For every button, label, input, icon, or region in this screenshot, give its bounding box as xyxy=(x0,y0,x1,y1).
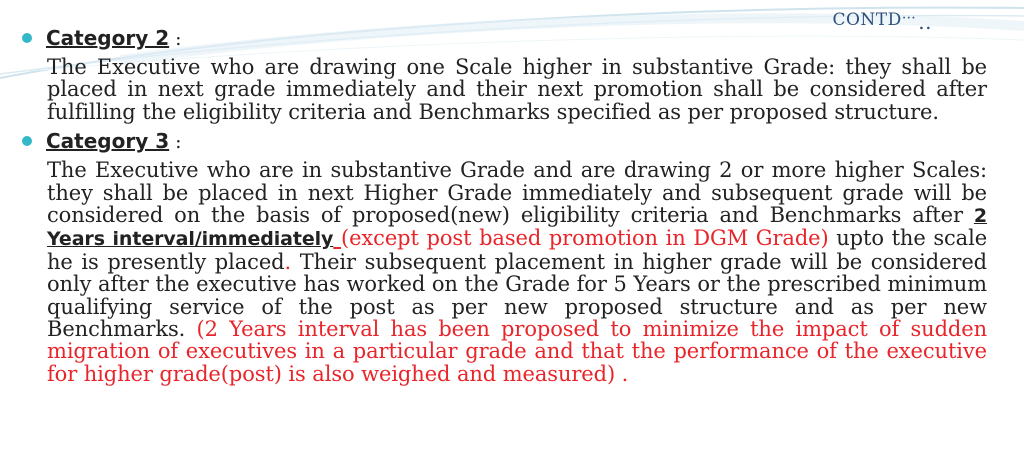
category-2-heading-row xyxy=(22,26,987,51)
bullet-icon xyxy=(22,33,32,43)
category-3-heading-row xyxy=(22,129,987,154)
category-2-text: The Executive who are drawing one Scale higher in substantive Grade: they shall be placed in next grade immediately and their next promotion shall be considered after fulfilling the eligibility criteria and Benchmarks specified as per proposed structure. xyxy=(47,55,987,124)
category-2-heading: Category 2 xyxy=(46,26,170,50)
category-3-text-part-1: The Executive who are in substantive Grade and are drawing 2 or more higher Scales: they shall be placed in next Higher Grade immediately and subsequent grade will be considered on the basis of proposed(new) eligibility criteria and Benchmarks after xyxy=(47,158,987,228)
interval-rationale-note: (2 Years interval has been proposed to minimize the impact of sudden migration of executives in a particular grade and that the performance of the executive for higher grade(post) is also weighed and measured) . xyxy=(47,317,988,386)
category-3-colon: : xyxy=(175,131,182,154)
dgm-exception-note: (except post based promotion in DGM Grade) xyxy=(341,226,829,251)
interval-emphasis: 2 Years interval/immediately xyxy=(47,205,987,251)
category-3-text-part-3: Their subsequent placement in higher grade will be considered only after the executive has worked on the Grade for 5 Years or the prescribed minimum qualifying service of the post as per new proposed structure and as per new Benchmarks. xyxy=(47,249,988,342)
category-3-heading: Category 3 xyxy=(46,129,170,154)
bullet-icon xyxy=(22,136,32,146)
interval-underline-space xyxy=(333,226,341,250)
category-3-text xyxy=(47,159,987,385)
contd-label: CONTD… .. xyxy=(832,6,932,34)
category-3-text-part-2: upto the scale he is presently placed xyxy=(47,226,988,274)
slide-content xyxy=(22,26,987,385)
category-2-colon: : xyxy=(175,28,182,50)
red-period: . xyxy=(284,249,292,274)
